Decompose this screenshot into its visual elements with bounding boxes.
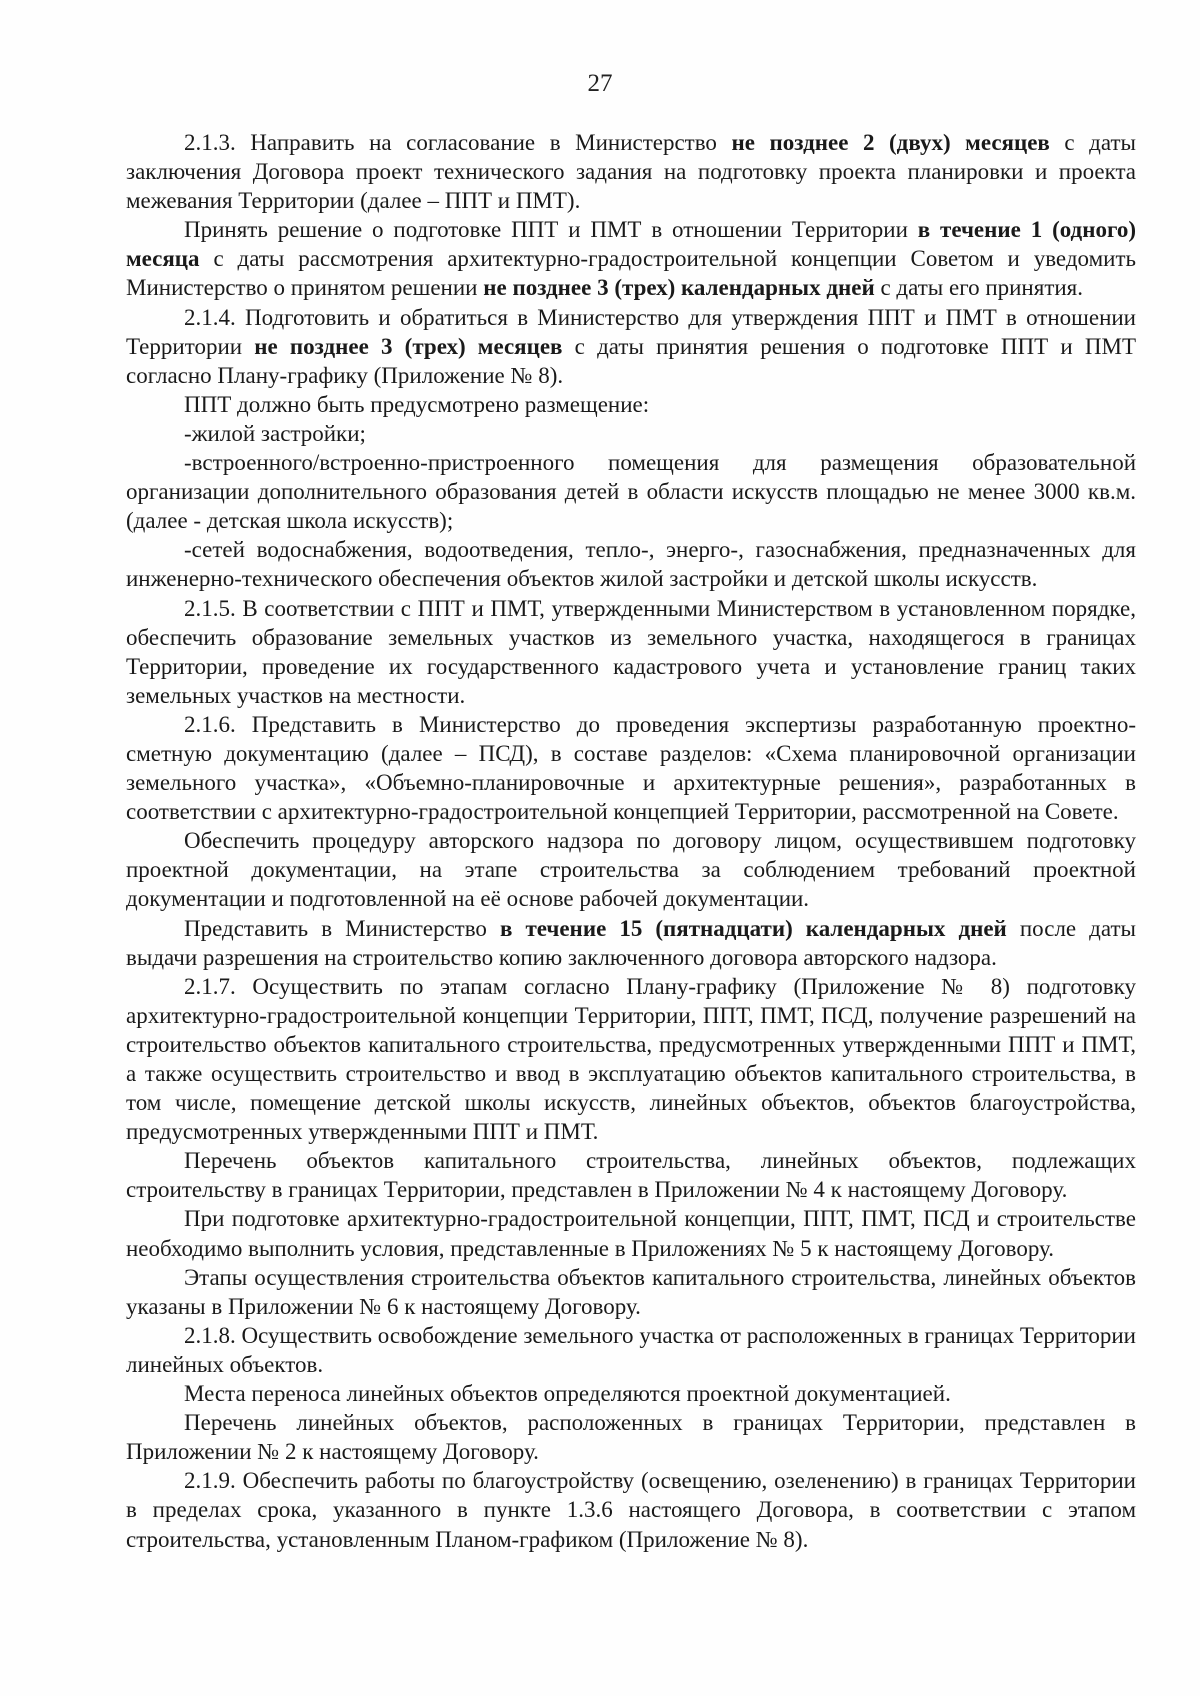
paragraph <box>126 1263 1136 1321</box>
paragraph <box>126 1379 1136 1408</box>
text-run: 2.1.3. Направить на согласование в Министерство <box>184 130 732 155</box>
paragraph <box>126 594 1136 710</box>
text-run: Места переноса линейных объектов определяются проектной документацией. <box>184 1381 951 1407</box>
bold-text: в течение 1 (одного) месяца <box>126 217 1136 272</box>
text-run: При подготовке архитектурно-градостроительной концепции, ППТ, ПМТ, ПСД и строительстве необходимо выполнить условия, представленные в Приложениях № 5 к настоящему Договору. <box>126 1206 1136 1261</box>
text-run: 2.1.6. Представить в Министерство до проведения экспертизы разработанную проектно-сметную документацию (далее – ПСД), в составе разделов: «Схема планировочной организации земельного участка», «Объемно-планировочные и архитектурные решения», разработанных в соответствии с архитектурно-градостроительной концепцией Территории, рассмотренной на Совете. <box>126 711 1136 825</box>
paragraph <box>126 419 1136 448</box>
text-run: Представить в Министерство <box>184 915 500 941</box>
paragraph <box>126 1466 1136 1553</box>
text-run: Перечень объектов капитального строительства, линейных объектов, подлежащих строительству в границах Территории, представлен в Приложении № 4 к настоящему Договору. <box>126 1148 1136 1203</box>
paragraph <box>126 914 1136 972</box>
bold-text: не позднее 2 (двух) месяцев <box>731 130 1050 155</box>
text-run: с даты его принятия. <box>874 275 1084 301</box>
text-run: с даты заключения Договора проект технического задания на подготовку проекта планировки и проекта межевания Территории (далее – ППТ и ПМТ). <box>126 130 1137 214</box>
paragraph <box>126 1321 1136 1379</box>
paragraph <box>126 826 1136 913</box>
text-run: с даты принятия решения о подготовке ППТ и ПМТ согласно Плану-графику (Приложение № 8). <box>126 333 1136 388</box>
text-run: 2.1.9. Обеспечить работы по благоустройству (освещению, озеленению) в границах Территории в пределах срока, указанного в пункте 1.3.6 настоящего Договора, в соответствии с этапом строительства, установленным Планом-графиком (Приложение № 8). <box>126 1468 1136 1552</box>
text-run: -встроенного/встроенно-пристроенного помещения для размещения образовательной организации дополнительного образования детей в области искусств площадью не менее 3000 кв.м. (далее - детская школа искусств); <box>126 450 1136 534</box>
paragraph <box>126 1408 1136 1466</box>
text-run: -сетей водоснабжения, водоотведения, тепло-, энерго-, газоснабжения, предназначенных для инженерно-технического обеспечения объектов жилой застройки и детской школы искусств. <box>126 537 1136 592</box>
paragraph <box>126 1204 1136 1262</box>
text-run: 2.1.5. В соответствии с ППТ и ПМТ, утвержденными Министерством в установленном порядке, обеспечить образование земельных участков из земельного участка, находящегося в границах Территории, проведение их государственного кадастрового учета и установление границ таких земельных участков на местности. <box>126 595 1136 708</box>
bold-text: не позднее 3 (трех) календарных дней <box>483 275 875 301</box>
text-run: 2.1.4. Подготовить и обратиться в Министерство для утверждения ППТ и ПМТ в отношении Территории <box>126 304 1136 359</box>
paragraph <box>126 710 1136 826</box>
text-run: Принять решение о подготовке ППТ и ПМТ в отношении Территории <box>184 217 918 243</box>
paragraph <box>126 303 1136 390</box>
document-body <box>126 128 1136 1554</box>
text-run: 2.1.7. Осуществить по этапам согласно Плану-графику (Приложение № 8) подготовку архитектурно-градостроительной концепции Территории, ППТ, ПМТ, ПСД, получение разрешений на строительство объектов капитального строительства, предусмотренных утвержденными ППТ и ПМТ, а также осуществить строительство и ввод в эксплуатацию объектов капитального строительства, в том числе, помещение детской школы искусств, линейных объектов, объектов благоустройства, предусмотренных утвержденными ППТ и ПМТ. <box>126 973 1136 1145</box>
text-run: Этапы осуществления строительства объектов капитального строительства, линейных объектов указаны в Приложении № 6 к настоящему Договору. <box>126 1264 1136 1319</box>
paragraph <box>126 972 1136 1147</box>
paragraph <box>126 448 1136 535</box>
bold-text: не позднее 3 (трех) месяцев <box>254 333 563 359</box>
page-number: 27 <box>587 70 613 97</box>
text-run: -жилой застройки; <box>184 420 366 446</box>
paragraph <box>126 128 1136 215</box>
text-run: 2.1.8. Осуществить освобождение земельного участка от расположенных в границах Территории линейных объектов. <box>126 1322 1136 1377</box>
paragraph <box>126 1146 1136 1204</box>
text-run: Обеспечить процедуру авторского надзора по договору лицом, осуществившем подготовку проектной документации, на этапе строительства за соблюдением требований проектной документации и подготовленной на её основе рабочей документации. <box>126 828 1136 912</box>
bold-text: в течение 15 (пятнадцати) календарных дней <box>499 915 1007 941</box>
text-run: с даты рассмотрения архитектурно-градостроительной концепции Советом и уведомить Министерство о принятом решении <box>126 246 1136 301</box>
text-run: ППТ должно быть предусмотрено размещение: <box>184 391 650 417</box>
paragraph <box>126 215 1136 302</box>
paragraph <box>126 535 1136 593</box>
paragraph <box>126 390 1136 419</box>
text-run: после даты выдачи разрешения на строительство копию заключенного договора авторского надзора. <box>126 915 1136 970</box>
text-run: Перечень линейных объектов, расположенных в границах Территории, представлен в Приложении № 2 к настоящему Договору. <box>126 1410 1136 1465</box>
